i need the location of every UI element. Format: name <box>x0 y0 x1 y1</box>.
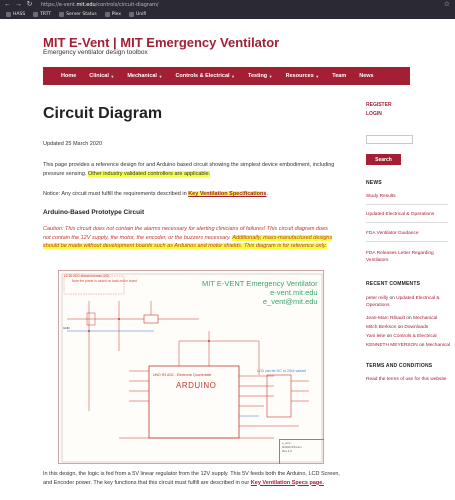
nav-testing[interactable] <box>248 73 273 79</box>
browser-chrome <box>0 0 455 19</box>
diagram-lcd-note: LCD can be I2C or 20x4 variant <box>257 369 307 373</box>
chevron-down-icon: ▼ <box>268 73 273 79</box>
web-page <box>0 19 455 500</box>
diagram-title-line: e-vent.mit.edu <box>270 288 318 298</box>
key-ventilation-specs-link[interactable]: Key Ventilation Specifications <box>188 191 267 197</box>
comment-on: on <box>419 343 425 348</box>
bookmark-icon <box>59 12 64 17</box>
comment-author-link[interactable]: Mitch Berkson <box>366 325 397 330</box>
design-text: In this design, the logic is fed from a 5V linear regulator from the 12V supply. This 5V feeds both the Arduino, LCD Screen, and Encoder power. The key functions that this circuit must fulfill are described in our <box>43 471 340 486</box>
divider <box>366 241 448 242</box>
comment-on: on <box>386 334 393 339</box>
news-link[interactable]: FDA Releases Letter Regarding Ventilators <box>366 251 434 263</box>
nav-label: Mechanical <box>127 73 157 79</box>
comment-item <box>366 342 450 349</box>
comment-post-link[interactable]: Mechanical <box>425 343 451 348</box>
bookmark-unifi[interactable] <box>129 12 146 17</box>
nav-mechanical[interactable] <box>127 73 162 79</box>
terms-heading: TERMS AND CONDITIONS <box>366 363 433 369</box>
comment-on: on <box>406 316 412 321</box>
news-link[interactable]: FDA Ventilator Guidance <box>366 231 419 236</box>
diagram-title-line: MIT E-VENT Emergency Ventilator <box>202 279 318 288</box>
comment-item <box>366 324 450 331</box>
nav-resources[interactable] <box>286 73 320 79</box>
intro-highlight: Other industry validated controllers are applicable. <box>87 170 211 177</box>
comment-author-link[interactable]: KENNETH MEYERSON <box>366 343 418 348</box>
title-block-line: e_vent <box>282 441 291 445</box>
bookmark-label: TRTT <box>40 12 52 17</box>
url-path: /controls/circuit-diagram/ <box>95 2 159 8</box>
bookmark-server-status[interactable] <box>59 12 97 17</box>
nav-label: Resources <box>285 73 314 79</box>
diagram-arduino-label: ARDUINO <box>176 381 217 390</box>
comment-item <box>366 315 450 322</box>
diagram-title <box>202 279 318 307</box>
comment-author-link[interactable]: Yani leite <box>366 334 386 339</box>
forward-icon[interactable]: → <box>15 1 22 8</box>
comment-post-link[interactable]: Downloads <box>404 325 429 330</box>
bookmark-icon <box>33 12 38 17</box>
sidebar-account-links <box>366 102 392 117</box>
notice-text: Notice: Any circuit must fulfill the requirements described in <box>43 191 187 197</box>
caution-highlight: Additionally, mass-manufactured designs should be made without development boards such as Arduinos and motor shields. This diagram is for reference only. <box>43 234 333 250</box>
caution-paragraph <box>43 225 337 251</box>
register-link[interactable]: REGISTER <box>366 102 392 108</box>
news-link[interactable]: Updated Electrical & Operations <box>366 212 435 217</box>
comment-post-link[interactable]: Updated Electrical & Operations <box>366 296 440 308</box>
chevron-down-icon: ▼ <box>110 73 115 79</box>
comment-post-link[interactable]: Controls & Electrical <box>393 334 437 339</box>
bookmark-icon <box>6 12 11 17</box>
address-field[interactable] <box>41 2 159 8</box>
comment-author-link[interactable]: Jean-Marc Ribault <box>366 316 405 321</box>
bookmark-icon <box>129 12 134 17</box>
site-description: Emergency ventilator design toolbox <box>43 49 148 56</box>
page-title: Circuit Diagram <box>43 105 163 122</box>
comment-on: on <box>389 296 395 301</box>
section-heading: Arduino-Based Prototype Circuit <box>43 209 145 216</box>
divider <box>366 204 448 205</box>
news-link[interactable]: Study Results <box>366 194 396 199</box>
nav-team[interactable] <box>332 73 346 79</box>
design-paragraph <box>43 470 347 487</box>
chevron-down-icon: ▼ <box>158 73 163 79</box>
title-block-line: Rev 1.0 <box>282 449 292 453</box>
bookmark-label: Unifi <box>136 12 147 17</box>
site-title[interactable]: MIT E-Vent | MIT Emergency Ventilator <box>43 35 280 50</box>
url-prefix: https://e-vent. <box>41 2 77 8</box>
bookmark-label: Server Status <box>66 12 97 17</box>
bookmarks-bar <box>0 10 455 19</box>
circuit-diagram-image[interactable] <box>58 270 324 464</box>
nav-label: Team <box>332 73 347 79</box>
nav-label: Clinical <box>89 73 109 79</box>
diagram-title-block <box>279 439 324 464</box>
divider <box>366 222 448 223</box>
intro-paragraph <box>43 161 339 178</box>
comment-on: on <box>397 325 404 330</box>
news-heading: NEWS <box>366 180 382 186</box>
diagram-ground-label: GND <box>63 326 70 330</box>
intro-text: This page provides a reference design for and Arduino based circuit showing the simplest device embodiment, including pressure sensing. <box>43 162 335 177</box>
bookmark-trtt[interactable] <box>33 12 51 17</box>
browser-url-bar <box>0 0 455 10</box>
bookmark-hass[interactable] <box>6 12 25 17</box>
bookmark-star-icon[interactable]: ☆ <box>443 1 450 8</box>
nav-label: Home <box>61 73 77 79</box>
reload-icon[interactable]: ↻ <box>26 1 33 8</box>
title-block-line: 9/2020 9:54 am <box>282 445 302 449</box>
search-input[interactable] <box>366 135 413 144</box>
comment-post-link[interactable]: Mechanical <box>412 316 438 321</box>
nav-label: Controls & Electrical <box>175 73 230 79</box>
bookmark-label: Plex <box>111 12 122 17</box>
comment-author-link[interactable]: peter reilly <box>366 296 389 301</box>
notice-suffix: . <box>266 191 268 197</box>
comment-item <box>366 295 450 309</box>
nav-home[interactable] <box>61 73 76 79</box>
back-icon[interactable]: ← <box>4 1 11 8</box>
bookmark-plex[interactable] <box>105 12 121 17</box>
nav-clinical[interactable] <box>89 73 114 79</box>
nav-label: Testing <box>248 73 268 79</box>
login-link[interactable]: LOGIN <box>366 111 382 117</box>
main-navigation <box>43 67 410 85</box>
diagram-title-line: e_vent@mit.edu <box>262 297 318 307</box>
url-domain: mit.edu <box>76 2 96 8</box>
caution-text: Caution: This circuit does not contain the alarms necessary for alerting clinicians of failures! This circuit diagram does not contain the 12V supply, the motor, the encoder, or the buzzers necessary. <box>43 226 328 241</box>
chevron-down-icon: ▼ <box>315 73 320 79</box>
terms-link[interactable]: Read the terms of use for this website <box>366 377 447 382</box>
notice-paragraph <box>43 190 343 199</box>
nav-controls-electrical[interactable] <box>175 73 235 79</box>
diagram-note: 12-30 VDC allowed across U(S) <box>64 274 110 278</box>
nav-label: News <box>359 73 374 79</box>
comment-item <box>366 333 450 340</box>
updated-date: Updated 25 March 2020 <box>43 141 103 147</box>
diagram-board-label: UNO R3 AS2 - Electronic Quorientate <box>153 373 212 377</box>
chevron-down-icon: ▼ <box>231 73 236 79</box>
diagram-note: Note the power is routed on back motor board <box>72 279 137 283</box>
search-button[interactable]: Search <box>366 154 401 165</box>
nav-news[interactable] <box>359 73 373 79</box>
bookmark-label: HASS <box>13 12 26 17</box>
bookmark-icon <box>105 12 110 17</box>
key-ventilation-specs-page-link[interactable]: Key Ventilation Specs page. <box>250 479 324 486</box>
recent-comments-heading: RECENT COMMENTS <box>366 281 421 287</box>
